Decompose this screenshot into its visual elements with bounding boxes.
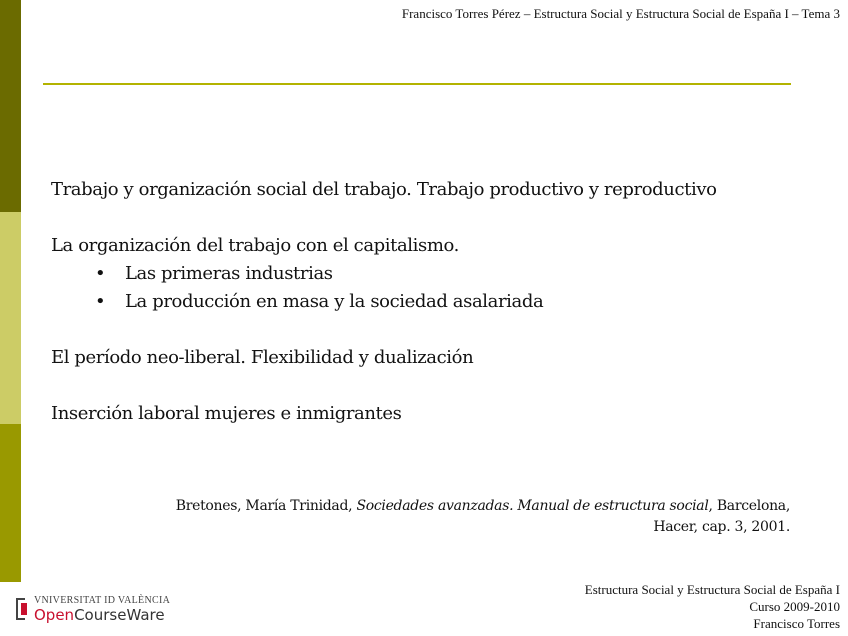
side-bar-middle <box>0 212 21 424</box>
list-item-label: La producción en masa y la sociedad asalariada <box>125 291 544 312</box>
citation-title: Sociedades avanzadas. Manual de estructura social <box>356 498 709 514</box>
bullet-icon: • <box>95 263 106 284</box>
logo-courseware: CourseWare <box>74 606 165 624</box>
citation-publisher: Hacer, cap. 3, 2001. <box>653 519 790 535</box>
citation <box>150 496 790 538</box>
logo-wordmark <box>34 606 165 624</box>
footer-author: Francisco Torres <box>753 616 840 631</box>
uv-logo-icon <box>12 595 29 623</box>
side-bar-top <box>0 0 21 212</box>
citation-author: Bretones, María Trinidad, <box>175 498 357 514</box>
topic-3: El período neo-liberal. Flexibilidad y dualización <box>51 347 474 368</box>
header-text: Francisco Torres Pérez – Estructura Social y Estructura Social de España I – Tema 3 <box>401 6 840 21</box>
footer <box>585 581 840 632</box>
topic-4: Inserción laboral mujeres e inmigrantes <box>51 403 402 424</box>
topic-2-list <box>51 260 811 316</box>
side-bar-bottom <box>0 424 21 582</box>
bullet-icon: • <box>95 291 106 312</box>
list-item-label: Las primeras industrias <box>125 263 333 284</box>
topic-2: La organización del trabajo con el capitalismo. <box>51 235 459 256</box>
opencourseware-logo <box>12 595 172 627</box>
header-rule <box>43 83 791 85</box>
citation-place: , Barcelona, <box>708 498 790 514</box>
list-item <box>95 260 811 288</box>
footer-course: Estructura Social y Estructura Social de España I <box>584 582 840 597</box>
logo-open: Open <box>34 606 75 624</box>
logo-university: VNIVERSITAT ID VALÈNCIA <box>34 595 171 606</box>
topic-1: Trabajo y organización social del trabajo. Trabajo productivo y reproductivo <box>51 179 717 200</box>
footer-year: Curso 2009-2010 <box>749 599 840 614</box>
slide-content <box>51 176 811 428</box>
list-item <box>95 288 811 316</box>
